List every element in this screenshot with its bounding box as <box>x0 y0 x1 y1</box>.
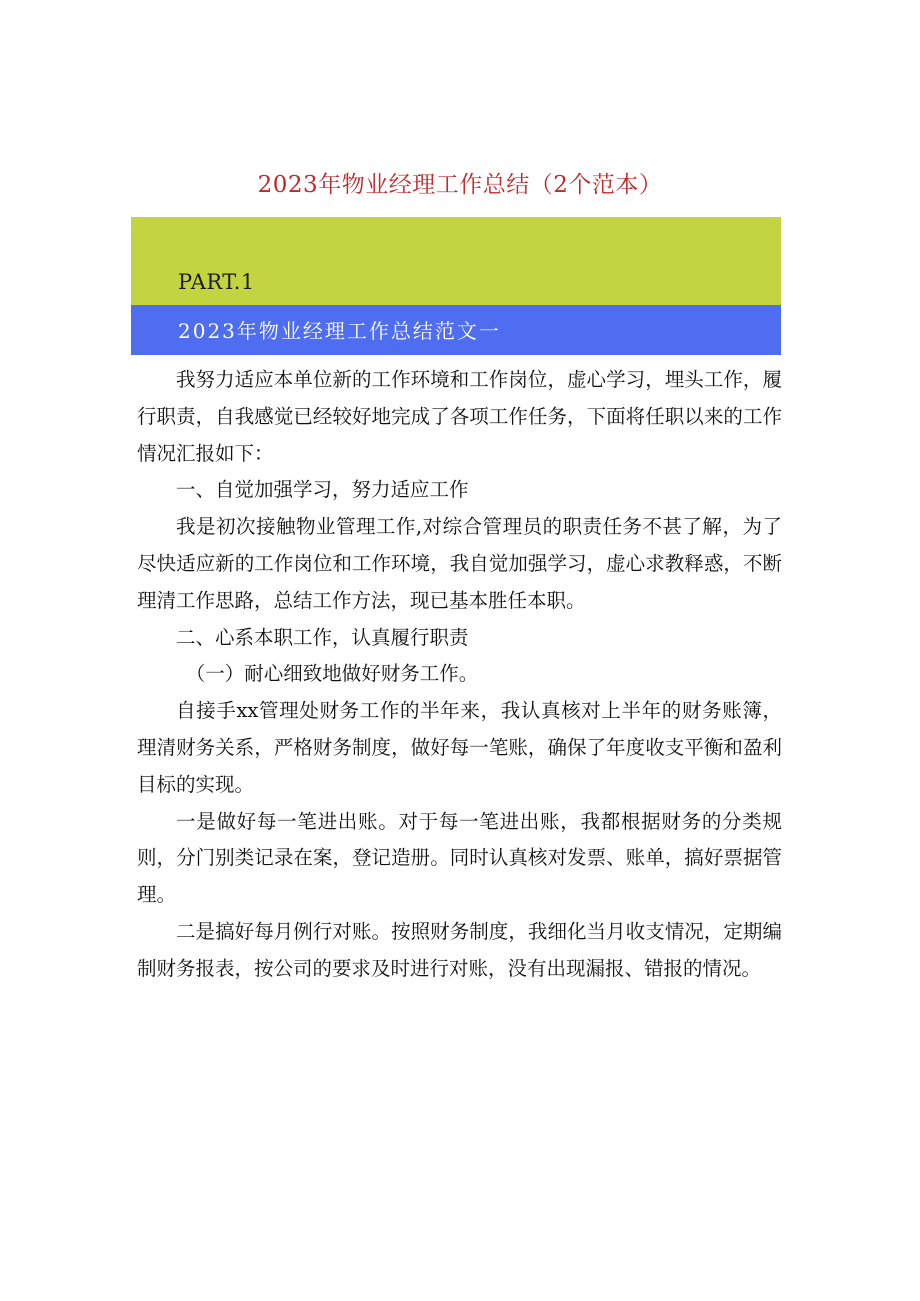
document-title: 2023年物业经理工作总结（2个范本） <box>257 172 663 198</box>
part-label: PART.1 <box>178 270 255 294</box>
subheading-duties: 二、心系本职工作，认真履行职责 <box>176 625 469 649</box>
section-heading-banner <box>131 305 781 355</box>
intro-paragraph: 我努力适应本单位新的工作环境和工作岗位，虚心学习，埋头工作，履行职责，自我感觉已经较好地完成了各项工作任务，下面将任职以来的工作情况汇报如下： <box>137 368 782 465</box>
document-body <box>137 362 782 988</box>
reconciliation-paragraph: 二是搞好每月例行对账。按照财务制度，我细化当月收支情况，定期编制财务报表，按公司的要求及时进行对账，没有出现漏报、错报的情况。 <box>137 919 782 980</box>
section-heading: 2023年物业经理工作总结范文一 <box>178 319 501 343</box>
learning-paragraph: 我是初次接触物业管理工作,对综合管理员的职责任务不甚了解，为了尽快适应新的工作岗位和工作环境，我自觉加强学习，虚心求教释惑，不断理清工作思路，总结工作方法，现已基本胜任本职。 <box>137 515 782 612</box>
finance-paragraph: 自接手xx管理处财务工作的半年来，我认真核对上半年的财务账簿，理清财务关系，严格财务制度，做好每一笔账，确保了年度收支平衡和盈利目标的实现。 <box>137 699 782 796</box>
subheading-learning: 一、自觉加强学习，努力适应工作 <box>176 478 469 502</box>
accounts-paragraph: 一是做好每一笔进出账。对于每一笔进出账，我都根据财务的分类规则，分门别类记录在案，登记造册。同时认真核对发票、账单，搞好票据管理。 <box>137 809 782 907</box>
subheading-finance: （一）耐心细致地做好财务工作。 <box>185 662 479 686</box>
part-banner <box>131 217 781 305</box>
